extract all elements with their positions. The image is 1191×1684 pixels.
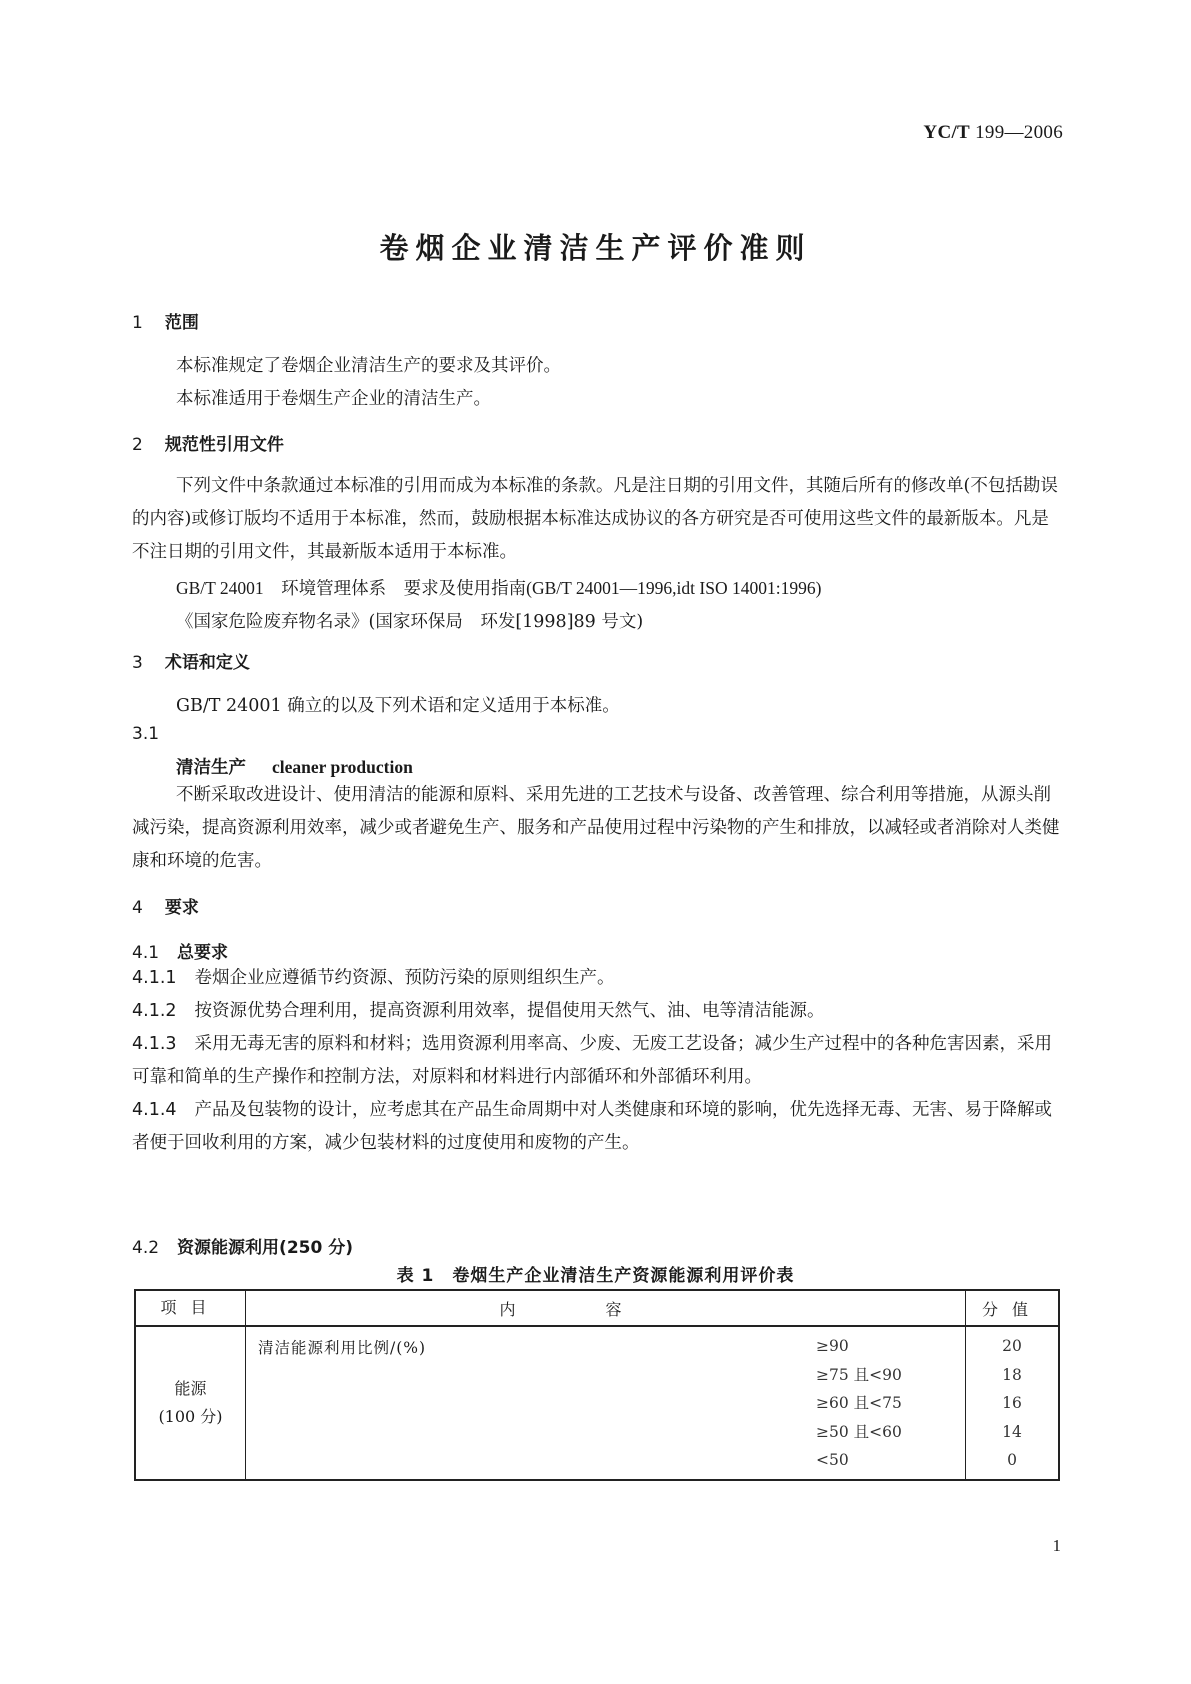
criterion: ≥90 xyxy=(816,1337,849,1355)
section-3-paragraph: GB/T 24001 确立的以及下列术语和定义适用于本标准。 xyxy=(176,696,620,716)
clause-4-1-4 xyxy=(132,1094,1060,1160)
section-number: 1 xyxy=(132,313,143,333)
term-cleaner-production xyxy=(176,754,413,779)
criterion: ≥60 且<75 xyxy=(816,1394,902,1412)
indicator-label: 清洁能源利用比例/(%) xyxy=(258,1339,427,1357)
page-number: 1 xyxy=(1052,1536,1061,1555)
section-title: 规范性引用文件 xyxy=(164,435,284,455)
score-value: 18 xyxy=(1002,1365,1022,1384)
clause-number: 4.1.1 xyxy=(132,968,177,988)
table-caption: 表 1 卷烟生产企业清洁生产资源能源利用评价表 xyxy=(396,1266,795,1286)
clause-number: 4.1.2 xyxy=(132,1001,177,1021)
header-item: 项目 xyxy=(135,1290,246,1326)
reference-hazardous-waste-list: 《国家危险废弃物名录》(国家环保局 环发[1998]89 号文) xyxy=(176,612,644,632)
section-title: 资源能源利用(250 分) xyxy=(177,1238,353,1258)
clause-text: 采用无毒无害的原料和材料；选用资源利用率高、少废、无废工艺设备；减少生产过程中的各种危害因素，采用可靠和简单的生产操作和控制方法，对原料和材料进行内部循环和外部循环利用。 xyxy=(132,1034,1053,1087)
section-1-paragraph-2: 本标准适用于卷烟生产企业的清洁生产。 xyxy=(176,389,491,409)
clause-4-1-3 xyxy=(132,1028,1060,1094)
subsection-3-1-number: 3.1 xyxy=(132,724,160,744)
criteria-list xyxy=(816,1336,902,1479)
score-cell xyxy=(966,1326,1060,1480)
section-title: 术语和定义 xyxy=(164,653,250,673)
section-2-paragraph: 下列文件中条款通过本标准的引用而成为本标准的条款。凡是注日期的引用文件，其随后所有的修改单(不包括勘误的内容)或修订版均不适用于本标准，然而，鼓励根据本标准达成协议的各方研究是否可使用这些文件的最新版本。凡是不注日期的引用文件，其最新版本适用于本标准。 xyxy=(132,476,1058,562)
clause-text: 按资源优势合理利用，提高资源利用效率，提倡使用天然气、油、电等清洁能源。 xyxy=(194,1001,825,1021)
score-value: 0 xyxy=(1007,1451,1017,1469)
term-chinese: 清洁生产 xyxy=(176,758,246,778)
clause-number: 4.1.3 xyxy=(132,1034,177,1054)
item-name: 能源 xyxy=(174,1378,207,1398)
criterion: ≥50 且<60 xyxy=(816,1422,902,1441)
header-content: 内容 xyxy=(246,1290,966,1326)
section-4-1-heading xyxy=(132,938,228,963)
score-value: 14 xyxy=(1002,1422,1022,1441)
clause-4-1-2 xyxy=(132,995,1060,1028)
section-3-heading xyxy=(132,648,250,673)
criterion: <50 xyxy=(816,1451,849,1469)
item-points: (100 分) xyxy=(158,1406,223,1426)
section-4-2-heading xyxy=(132,1233,353,1258)
standard-code xyxy=(923,122,1063,144)
clause-number: 4.1.4 xyxy=(132,1100,177,1120)
term-definition: 不断采取改进设计、使用清洁的能源和原料、采用先进的工艺技术与设备、改善管理、综合利用等措施，从源头削减污染，提高资源利用效率，减少或者避免生产、服务和产品使用过程中污染物的产生和排放，以减轻或者消除对人类健康和环境的危害。 xyxy=(132,785,1060,871)
section-number: 2 xyxy=(132,435,143,455)
item-cell xyxy=(135,1326,246,1480)
standard-prefix: YC/T xyxy=(923,122,971,143)
header-score: 分值 xyxy=(966,1290,1060,1326)
score-value: 20 xyxy=(1002,1337,1022,1355)
score-value: 16 xyxy=(1002,1394,1022,1412)
section-number: 4.1 xyxy=(132,943,160,963)
clause-text: 产品及包装物的设计，应考虑其在产品生命周期中对人类健康和环境的影响，优先选择无毒、无害、易于降解或者便于回收利用的方案，减少包装材料的过度使用和废物的产生。 xyxy=(132,1100,1053,1153)
score-list xyxy=(966,1327,1058,1479)
section-number: 3 xyxy=(132,653,143,673)
section-1-paragraph-1: 本标准规定了卷烟企业清洁生产的要求及其评价。 xyxy=(176,356,561,376)
section-1-heading xyxy=(132,308,199,333)
reference-gbt-24001: GB/T 24001 环境管理体系 要求及使用指南(GB/T 24001—1996,idt ISO 14001:1996) xyxy=(176,578,822,598)
section-2-heading xyxy=(132,430,284,455)
section-title: 要求 xyxy=(164,898,199,918)
term-english: cleaner production xyxy=(272,757,413,777)
section-4-heading xyxy=(132,893,199,918)
standard-number: 199—2006 xyxy=(975,122,1063,143)
section-title: 总要求 xyxy=(177,943,229,963)
clause-text: 卷烟企业应遵循节约资源、预防污染的原则组织生产。 xyxy=(194,968,615,988)
clause-4-1-1 xyxy=(132,962,1060,995)
table-header-row xyxy=(135,1290,1059,1326)
section-title: 范围 xyxy=(164,313,199,333)
document-title: 卷烟企业清洁生产评价准则 xyxy=(379,231,812,265)
table-row xyxy=(135,1326,1059,1480)
section-number: 4 xyxy=(132,898,143,918)
section-number: 4.2 xyxy=(132,1238,160,1258)
evaluation-table xyxy=(134,1289,1060,1481)
criterion: ≥75 且<90 xyxy=(816,1365,902,1384)
content-cell xyxy=(246,1326,966,1480)
